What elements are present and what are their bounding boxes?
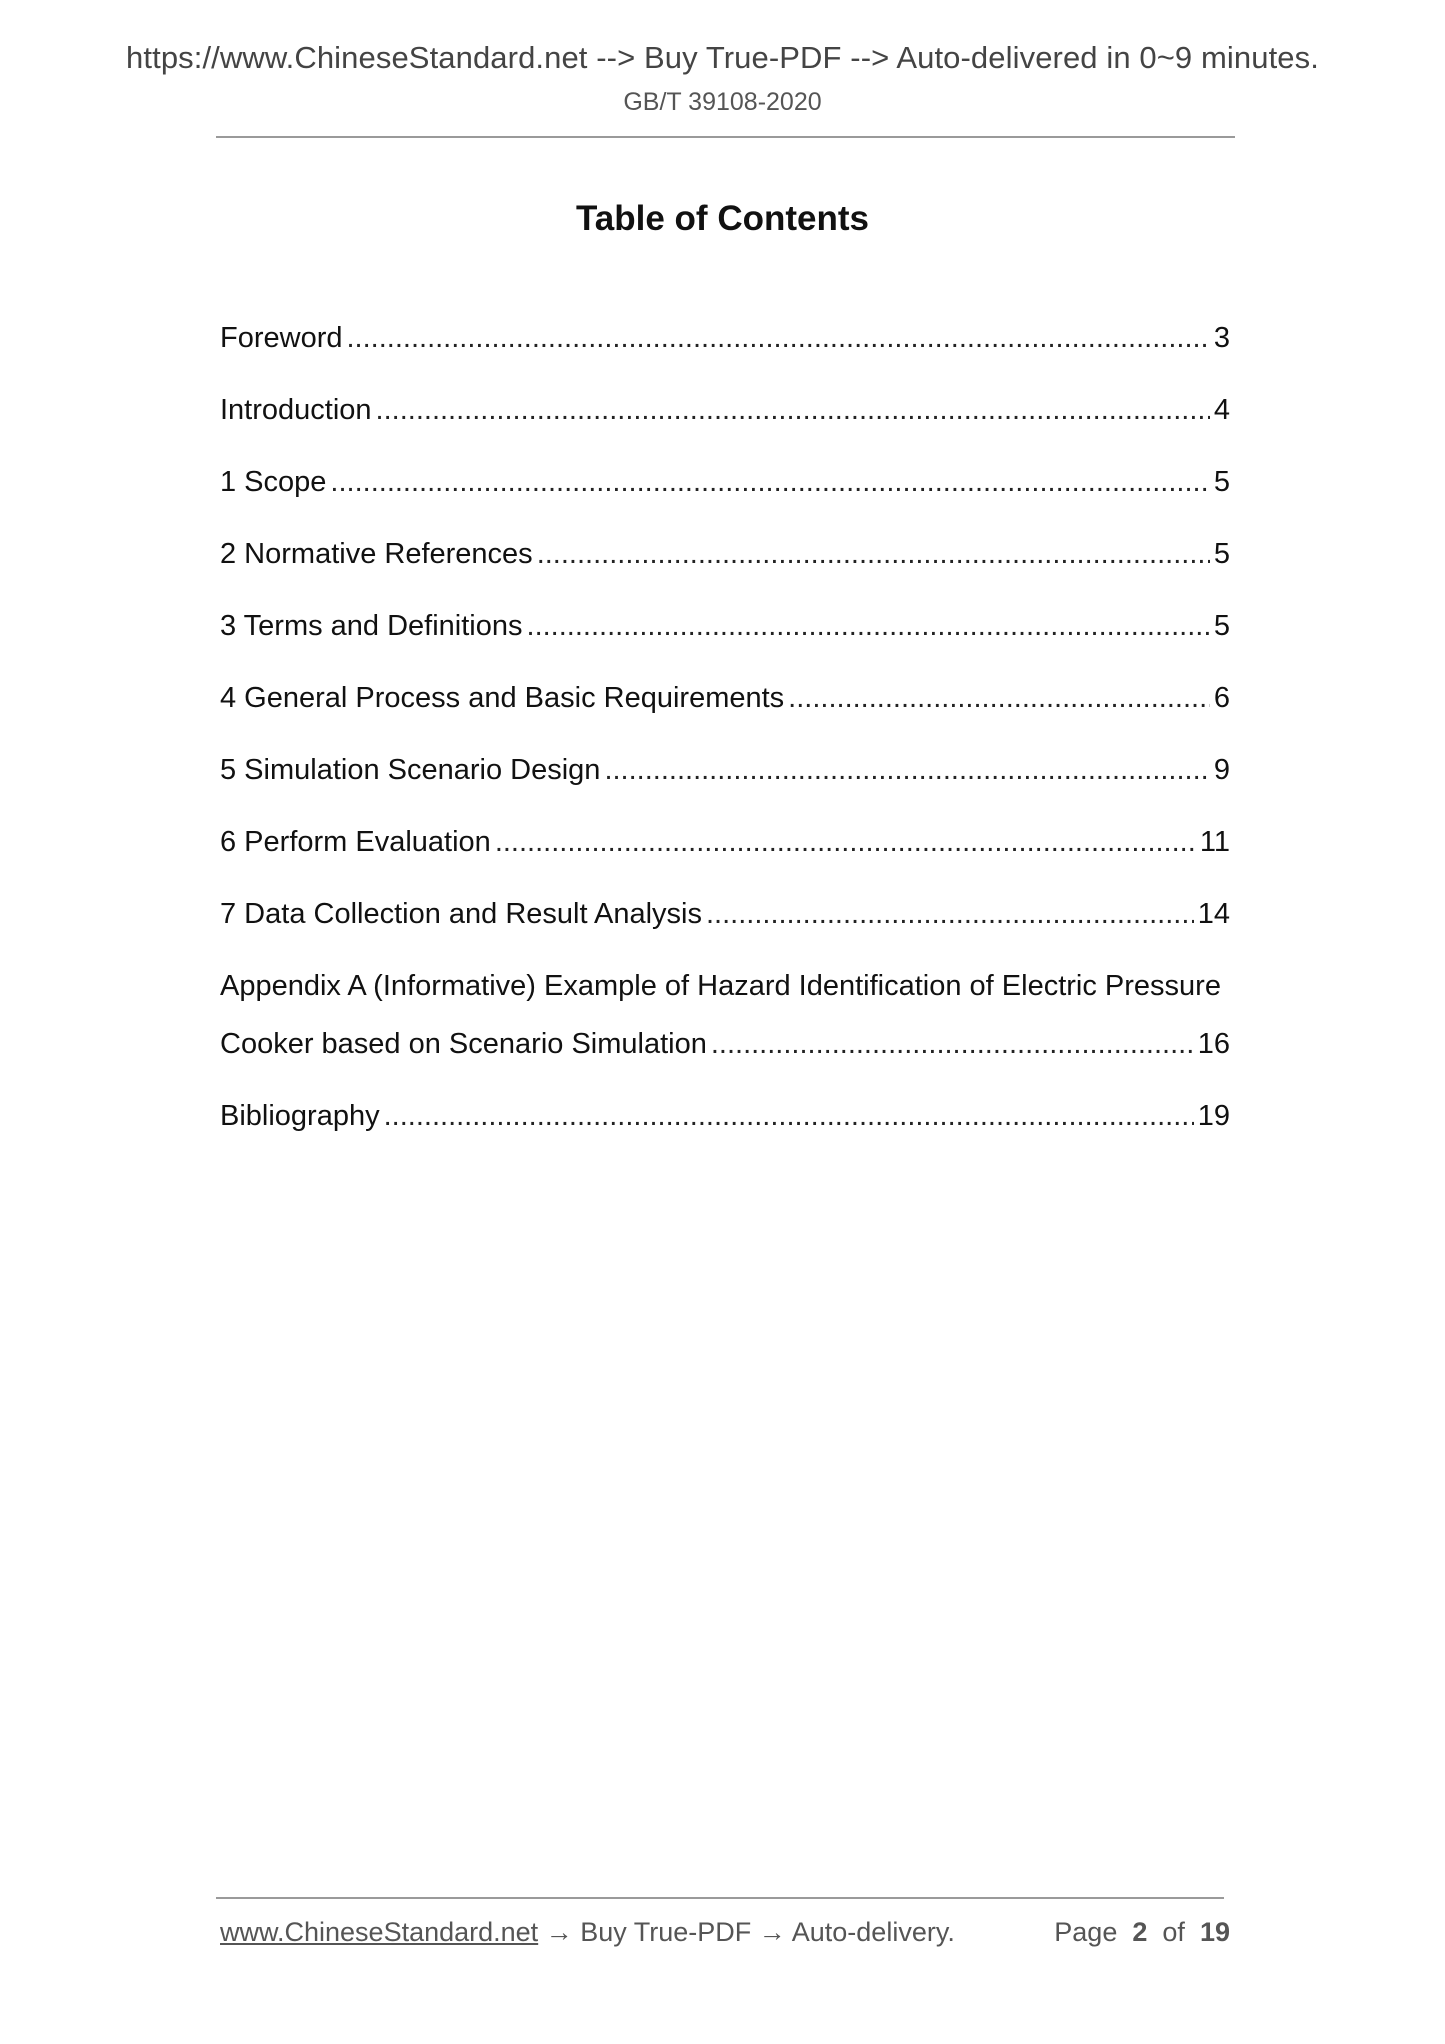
toc-entry-page: 11 — [1199, 826, 1230, 858]
toc-entry-page: 5 — [1213, 538, 1230, 570]
toc-entry-simulation-scenario[interactable] — [220, 750, 1230, 790]
toc-entry-label-line1: Appendix A (Informative) Example of Hazard Identification of Electric Pressure — [220, 970, 1221, 1002]
page-word: Page — [1054, 1917, 1118, 1947]
toc-entry-data-collection[interactable] — [220, 894, 1230, 934]
footer-divider — [216, 1897, 1224, 1899]
toc-leader-dots — [527, 606, 1210, 646]
toc-entry-foreword[interactable] — [220, 318, 1230, 358]
toc-entry-introduction[interactable] — [220, 390, 1230, 430]
footer-left — [220, 1917, 955, 1948]
toc-entry-label: 4 General Process and Basic Requirements — [220, 682, 785, 714]
of-word: of — [1162, 1917, 1185, 1947]
page-current: 2 — [1132, 1917, 1148, 1947]
toc-entry-label: 2 Normative References — [220, 538, 533, 570]
toc-entry-appendix-a[interactable] — [220, 966, 1230, 1064]
toc-leader-dots — [384, 1096, 1194, 1136]
toc-entry-scope[interactable] — [220, 462, 1230, 502]
toc-title: Table of Contents — [576, 199, 869, 238]
page-footer — [220, 1917, 1230, 1948]
toc-leader-dots — [347, 318, 1210, 358]
toc-leader-dots — [376, 390, 1210, 430]
toc-leader-dots — [604, 750, 1209, 790]
toc-entry-label: 7 Data Collection and Result Analysis — [220, 898, 702, 930]
toc-entry-label: 6 Perform Evaluation — [220, 826, 491, 858]
toc-leader-dots — [706, 894, 1194, 934]
toc-entry-label: 5 Simulation Scenario Design — [220, 754, 601, 786]
toc-entry-page: 5 — [1213, 610, 1230, 642]
toc-leader-dots — [788, 678, 1210, 718]
footer-tagline: → Buy True-PDF → Auto-delivery. — [545, 1917, 955, 1947]
toc-entry-label: 1 Scope — [220, 466, 327, 498]
header-divider — [216, 136, 1235, 138]
toc-entry-label: Introduction — [220, 394, 372, 426]
toc-entry-page: 3 — [1213, 322, 1230, 354]
toc-leader-dots — [330, 462, 1209, 502]
page-indicator — [1054, 1917, 1230, 1948]
toc-entry-bibliography[interactable] — [220, 1096, 1230, 1136]
toc-entry-page: 16 — [1197, 1028, 1230, 1060]
page-total: 19 — [1199, 1917, 1230, 1947]
toc-entry-label: Foreword — [220, 322, 343, 354]
toc-entry-normative-references[interactable] — [220, 534, 1230, 574]
toc-leader-dots — [711, 1024, 1194, 1064]
toc-list — [220, 318, 1230, 1168]
toc-entry-appendix-a-line2 — [220, 1024, 1230, 1064]
toc-entry-page: 5 — [1213, 466, 1230, 498]
toc-entry-page: 14 — [1197, 898, 1230, 930]
toc-entry-label-line2: Cooker based on Scenario Simulation — [220, 1028, 707, 1060]
toc-leader-dots — [537, 534, 1210, 574]
toc-entry-label: 3 Terms and Definitions — [220, 610, 523, 642]
toc-entry-page: 9 — [1213, 754, 1230, 786]
toc-entry-general-process[interactable] — [220, 678, 1230, 718]
toc-entry-terms-definitions[interactable] — [220, 606, 1230, 646]
toc-entry-label: Bibliography — [220, 1100, 380, 1132]
toc-entry-perform-evaluation[interactable] — [220, 822, 1230, 862]
toc-entry-page: 4 — [1213, 394, 1230, 426]
footer-site-link[interactable]: www.ChineseStandard.net — [220, 1917, 539, 1947]
toc-entry-page: 6 — [1213, 682, 1230, 714]
top-banner: https://www.ChineseStandard.net --> Buy True-PDF --> Auto-delivered in 0~9 minutes. — [126, 40, 1319, 75]
toc-entry-page: 19 — [1197, 1100, 1230, 1132]
toc-leader-dots — [495, 822, 1196, 862]
standard-code: GB/T 39108-2020 — [623, 88, 822, 116]
